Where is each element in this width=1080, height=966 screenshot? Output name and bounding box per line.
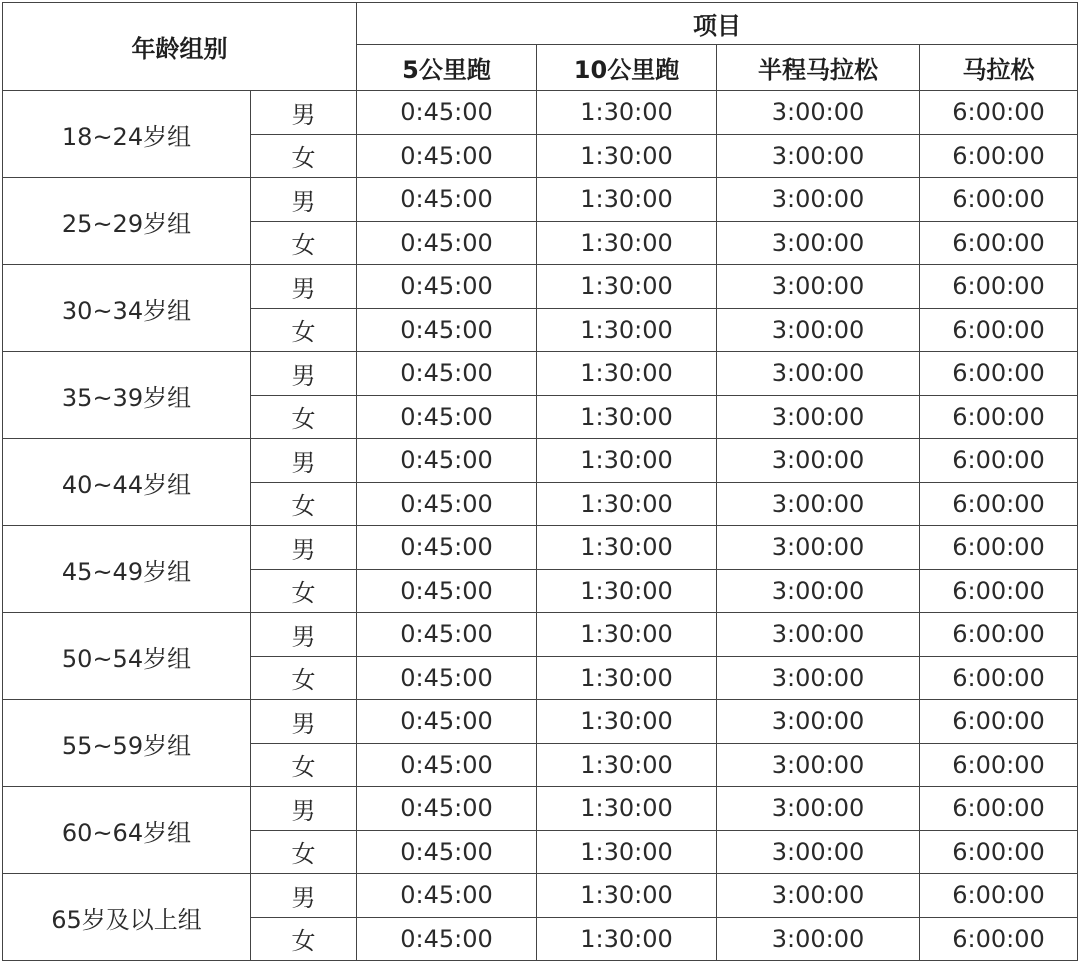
event-header-half-marathon: 半程马拉松 <box>717 45 920 91</box>
cutoff-time-cell: 3:00:00 <box>717 308 920 352</box>
cutoff-time-cell: 0:45:00 <box>357 482 537 526</box>
age-group-label: 18~24岁组 <box>3 91 251 178</box>
project-header: 项目 <box>357 3 1078 45</box>
gender-cell: 女 <box>251 830 357 874</box>
cutoff-time-cell: 1:30:00 <box>537 917 717 961</box>
gender-cell: 女 <box>251 569 357 613</box>
cutoff-time-cell: 6:00:00 <box>920 395 1078 439</box>
gender-cell: 女 <box>251 917 357 961</box>
age-group-label: 40~44岁组 <box>3 439 251 526</box>
cutoff-time-cell: 6:00:00 <box>920 787 1078 831</box>
table-row <box>3 613 1078 657</box>
cutoff-time-cell: 3:00:00 <box>717 395 920 439</box>
cutoff-time-cell: 6:00:00 <box>920 308 1078 352</box>
cutoff-time-cell: 1:30:00 <box>537 221 717 265</box>
table-row <box>3 526 1078 570</box>
cutoff-time-cell: 0:45:00 <box>357 787 537 831</box>
cutoff-time-cell: 0:45:00 <box>357 700 537 744</box>
cutoff-time-cell: 1:30:00 <box>537 91 717 135</box>
cutoff-time-cell: 6:00:00 <box>920 743 1078 787</box>
cutoff-time-cell: 0:45:00 <box>357 743 537 787</box>
gender-cell: 女 <box>251 134 357 178</box>
gender-cell: 男 <box>251 787 357 831</box>
gender-cell: 男 <box>251 700 357 744</box>
gender-cell: 女 <box>251 656 357 700</box>
cutoff-time-cell: 1:30:00 <box>537 743 717 787</box>
gender-cell: 女 <box>251 308 357 352</box>
cutoff-time-cell: 0:45:00 <box>357 352 537 396</box>
event-header-5k: 5公里跑 <box>357 45 537 91</box>
cutoff-time-cell: 6:00:00 <box>920 917 1078 961</box>
gender-cell: 女 <box>251 482 357 526</box>
table-row <box>3 874 1078 918</box>
table-row <box>3 787 1078 831</box>
age-group-label: 25~29岁组 <box>3 178 251 265</box>
cutoff-time-cell: 3:00:00 <box>717 700 920 744</box>
cutoff-time-cell: 1:30:00 <box>537 569 717 613</box>
cutoff-time-cell: 0:45:00 <box>357 917 537 961</box>
cutoff-time-cell: 6:00:00 <box>920 830 1078 874</box>
cutoff-time-cell: 1:30:00 <box>537 874 717 918</box>
cutoff-time-cell: 3:00:00 <box>717 874 920 918</box>
cutoff-time-cell: 0:45:00 <box>357 613 537 657</box>
age-group-label: 65岁及以上组 <box>3 874 251 961</box>
cutoff-time-cell: 3:00:00 <box>717 569 920 613</box>
cutoff-time-cell: 3:00:00 <box>717 613 920 657</box>
cutoff-time-cell: 1:30:00 <box>537 656 717 700</box>
gender-cell: 男 <box>251 352 357 396</box>
cutoff-time-cell: 1:30:00 <box>537 352 717 396</box>
gender-cell: 男 <box>251 265 357 309</box>
gender-cell: 男 <box>251 613 357 657</box>
cutoff-time-cell: 1:30:00 <box>537 395 717 439</box>
gender-cell: 男 <box>251 874 357 918</box>
cutoff-time-cell: 6:00:00 <box>920 700 1078 744</box>
table-row <box>3 352 1078 396</box>
cutoff-time-cell: 0:45:00 <box>357 526 537 570</box>
cutoff-time-cell: 3:00:00 <box>717 526 920 570</box>
cutoff-time-cell: 1:30:00 <box>537 178 717 222</box>
cutoff-time-cell: 3:00:00 <box>717 830 920 874</box>
cutoff-time-cell: 0:45:00 <box>357 91 537 135</box>
cutoff-time-cell: 1:30:00 <box>537 439 717 483</box>
cutoff-time-cell: 3:00:00 <box>717 743 920 787</box>
cutoff-time-cell: 3:00:00 <box>717 482 920 526</box>
cutoff-time-cell: 6:00:00 <box>920 265 1078 309</box>
cutoff-time-cell: 6:00:00 <box>920 569 1078 613</box>
cutoff-time-cell: 3:00:00 <box>717 787 920 831</box>
cutoff-time-cell: 1:30:00 <box>537 526 717 570</box>
cutoff-time-cell: 3:00:00 <box>717 917 920 961</box>
age-group-label: 45~49岁组 <box>3 526 251 613</box>
age-group-header: 年龄组别 <box>3 3 357 91</box>
cutoff-time-cell: 0:45:00 <box>357 178 537 222</box>
cutoff-time-table <box>2 2 1078 961</box>
cutoff-time-cell: 3:00:00 <box>717 352 920 396</box>
table-row <box>3 91 1078 135</box>
event-header-marathon: 马拉松 <box>920 45 1078 91</box>
cutoff-time-cell: 6:00:00 <box>920 482 1078 526</box>
cutoff-time-cell: 6:00:00 <box>920 178 1078 222</box>
cutoff-time-cell: 6:00:00 <box>920 613 1078 657</box>
cutoff-time-cell: 0:45:00 <box>357 656 537 700</box>
cutoff-time-cell: 6:00:00 <box>920 352 1078 396</box>
cutoff-time-cell: 1:30:00 <box>537 700 717 744</box>
table-row <box>3 178 1078 222</box>
age-group-label: 50~54岁组 <box>3 613 251 700</box>
cutoff-time-cell: 0:45:00 <box>357 134 537 178</box>
cutoff-time-cell: 3:00:00 <box>717 221 920 265</box>
cutoff-time-cell: 0:45:00 <box>357 569 537 613</box>
cutoff-time-cell: 6:00:00 <box>920 134 1078 178</box>
gender-cell: 男 <box>251 526 357 570</box>
cutoff-time-cell: 6:00:00 <box>920 874 1078 918</box>
gender-cell: 男 <box>251 91 357 135</box>
cutoff-time-cell: 1:30:00 <box>537 830 717 874</box>
cutoff-time-cell: 3:00:00 <box>717 265 920 309</box>
cutoff-time-cell: 1:30:00 <box>537 134 717 178</box>
table-row <box>3 700 1078 744</box>
table-row <box>3 265 1078 309</box>
cutoff-time-cell: 1:30:00 <box>537 482 717 526</box>
gender-cell: 女 <box>251 395 357 439</box>
table-body <box>3 91 1078 961</box>
gender-cell: 女 <box>251 221 357 265</box>
cutoff-time-cell: 6:00:00 <box>920 221 1078 265</box>
cutoff-time-cell: 0:45:00 <box>357 265 537 309</box>
age-group-label: 60~64岁组 <box>3 787 251 874</box>
cutoff-time-cell: 1:30:00 <box>537 787 717 831</box>
cutoff-time-cell: 6:00:00 <box>920 439 1078 483</box>
cutoff-time-cell: 3:00:00 <box>717 91 920 135</box>
table-row <box>3 439 1078 483</box>
cutoff-time-cell: 6:00:00 <box>920 91 1078 135</box>
age-group-label: 35~39岁组 <box>3 352 251 439</box>
gender-cell: 男 <box>251 178 357 222</box>
cutoff-time-cell: 3:00:00 <box>717 439 920 483</box>
age-group-label: 30~34岁组 <box>3 265 251 352</box>
cutoff-time-cell: 3:00:00 <box>717 134 920 178</box>
cutoff-time-cell: 6:00:00 <box>920 656 1078 700</box>
cutoff-time-cell: 6:00:00 <box>920 526 1078 570</box>
cutoff-time-cell: 0:45:00 <box>357 830 537 874</box>
cutoff-time-cell: 0:45:00 <box>357 308 537 352</box>
cutoff-time-cell: 0:45:00 <box>357 874 537 918</box>
cutoff-time-cell: 3:00:00 <box>717 656 920 700</box>
gender-cell: 女 <box>251 743 357 787</box>
event-header-10k: 10公里跑 <box>537 45 717 91</box>
cutoff-time-cell: 3:00:00 <box>717 178 920 222</box>
cutoff-time-cell: 1:30:00 <box>537 265 717 309</box>
cutoff-time-cell: 0:45:00 <box>357 221 537 265</box>
cutoff-time-cell: 0:45:00 <box>357 439 537 483</box>
gender-cell: 男 <box>251 439 357 483</box>
age-group-label: 55~59岁组 <box>3 700 251 787</box>
cutoff-time-cell: 1:30:00 <box>537 308 717 352</box>
cutoff-time-cell: 0:45:00 <box>357 395 537 439</box>
cutoff-time-cell: 1:30:00 <box>537 613 717 657</box>
